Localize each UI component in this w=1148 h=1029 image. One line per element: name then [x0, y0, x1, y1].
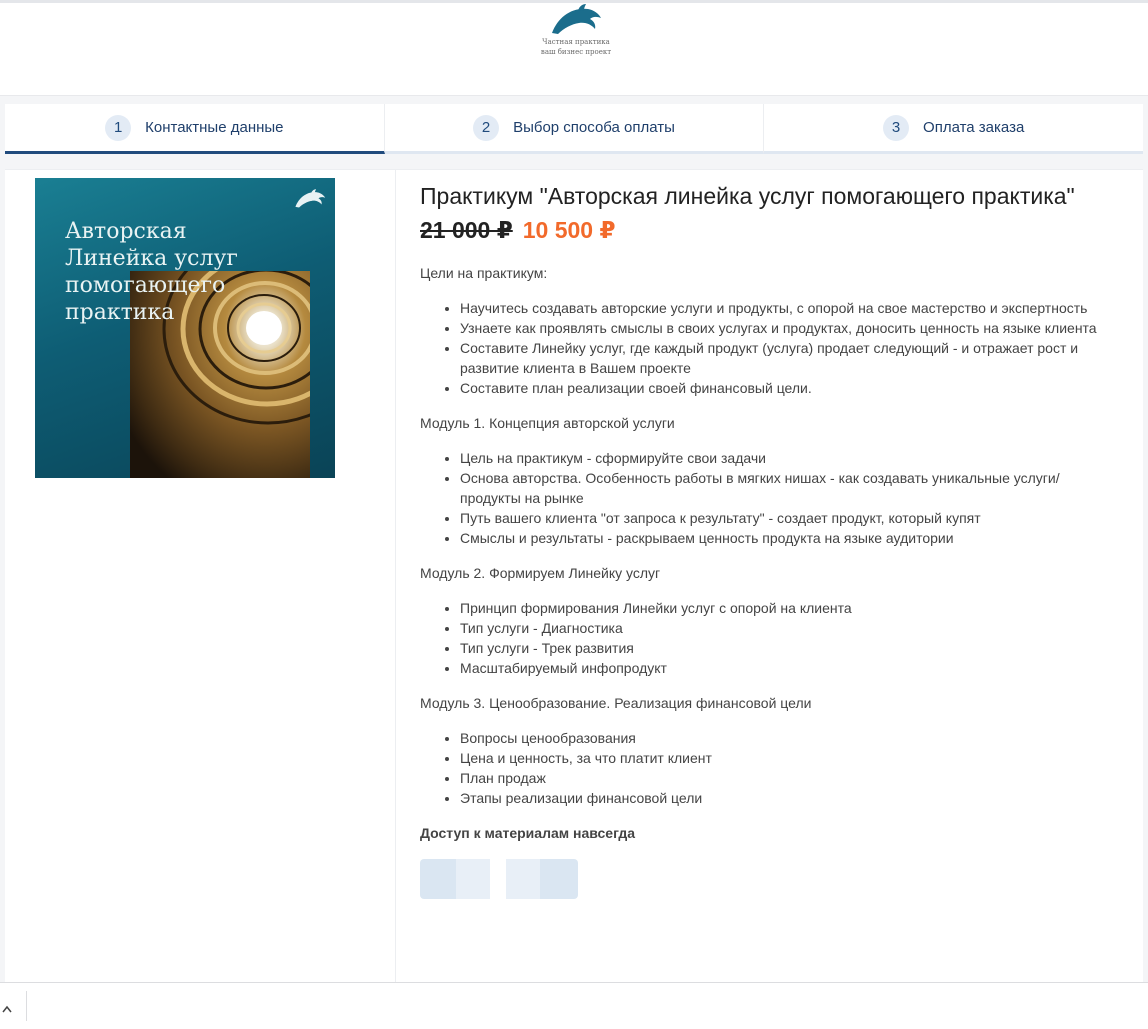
list-item: • Узнаете как проявлять смыслы в своих услугах и продуктах, доносить ценность на языке клиента [460, 318, 1110, 338]
list-item: • Принцип формирования Линейки услуг с опорой на клиента [460, 598, 1110, 618]
list-item: • Масштабируемый инфопродукт [460, 658, 1110, 678]
list-item: • Научитесь создавать авторские услуги и продукты, с опорой на свое мастерство и экспертность [460, 298, 1110, 318]
step-contact-data[interactable] [5, 104, 385, 154]
loading-shimmer [490, 859, 506, 899]
product-title: Практикум "Авторская линейка услуг помогающего практика" [420, 183, 1075, 209]
checkout-steps [5, 104, 1143, 154]
step-payment-method[interactable] [385, 104, 765, 154]
module-3-heading: Модуль 3. Ценообразование. Реализация финансовой цели [420, 695, 812, 711]
continue-button-placeholder[interactable] [420, 859, 578, 899]
list-item: • Вопросы ценообразования [460, 728, 1110, 748]
list-item: • Тип услуги - Трек развития [460, 638, 1110, 658]
step-label: Выбор способа оплаты [513, 119, 675, 136]
module-1-heading: Модуль 1. Концепция авторской услуги [420, 415, 675, 431]
chevron-up-icon[interactable] [0, 991, 27, 1021]
step-number: 3 [883, 115, 909, 141]
logo[interactable] [536, 3, 616, 67]
list-item: • Смыслы и результаты - раскрываем ценность продукта на языке аудитории [460, 528, 1110, 548]
product-image-text: Авторская Линейка услуг помогающего практика [65, 219, 238, 325]
dolphin-icon [293, 188, 327, 210]
list-item: • Тип услуги - Диагностика [460, 618, 1110, 638]
loading-shimmer [456, 859, 490, 899]
list-item: • Составите Линейку услуг, где каждый продукт (услуга) продает следующий - и отражает рост и развитие клиента в Вашем проекте [460, 338, 1110, 378]
list-item: • Этапы реализации финансовой цели [460, 788, 1110, 808]
goals-list [420, 298, 1110, 398]
access-note: Доступ к материалам навсегда [420, 825, 636, 841]
module-2-heading: Модуль 2. Формируем Линейку услуг [420, 565, 661, 581]
product-card [5, 169, 1143, 990]
dolphin-icon [548, 3, 604, 37]
step-order-payment[interactable] [764, 104, 1143, 154]
list-item: • План продаж [460, 768, 1110, 788]
list-item: • Составите план реализации своей финансовый цели. [460, 378, 1110, 398]
module-1-list [420, 448, 1110, 548]
product-image-column [5, 170, 396, 990]
list-item: • Цель на практикум - сформируйте свои задачи [460, 448, 1110, 468]
loading-shimmer [506, 859, 540, 899]
logo-line-1: Частная практика [542, 38, 610, 46]
step-label: Оплата заказа [923, 119, 1025, 136]
logo-line-2: ваш бизнес проект [540, 48, 612, 56]
header [0, 3, 1148, 96]
module-3-list [420, 728, 1110, 808]
list-item: • Цена и ценность, за что платит клиент [460, 748, 1110, 768]
old-price: 21 000 ₽ [420, 216, 513, 243]
goals-heading: Цели на практикум: [420, 265, 548, 281]
bottom-bar [0, 982, 1148, 1029]
product-image [35, 178, 335, 478]
step-number: 2 [473, 115, 499, 141]
step-label: Контактные данные [145, 119, 284, 136]
step-number: 1 [105, 115, 131, 141]
list-item: • Путь вашего клиента "от запроса к результату" - создает продукт, который купят [460, 508, 1110, 528]
module-2-list [420, 598, 1110, 678]
list-item: • Основа авторства. Особенность работы в мягких нишах - как создавать уникальные услуги/продукты на рынке [460, 468, 1110, 508]
new-price: 10 500 ₽ [522, 216, 616, 243]
product-details [420, 182, 1110, 899]
price-block [420, 215, 1110, 245]
